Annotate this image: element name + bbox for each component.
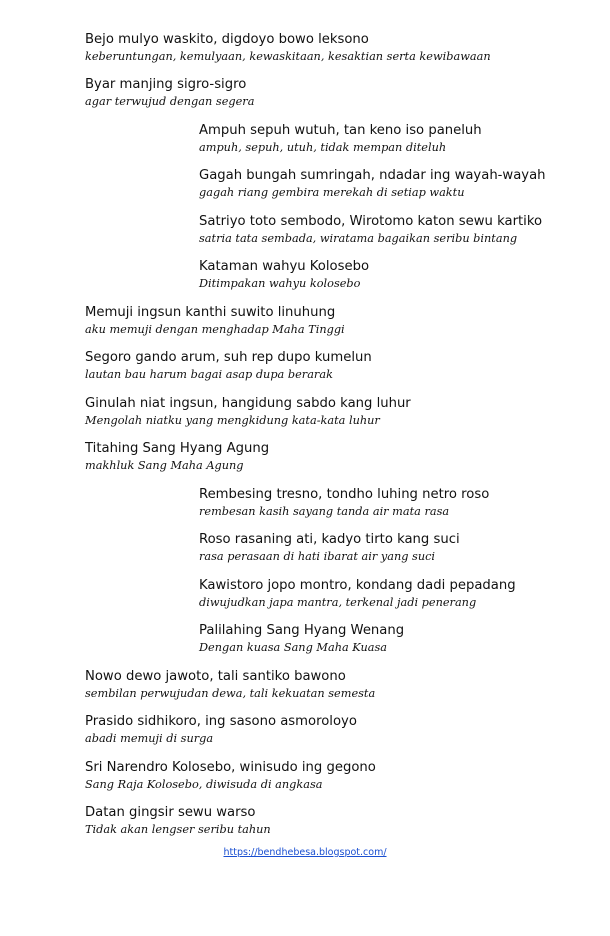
javanese-line: Satriyo toto sembodo, Wirotomo katon sewu kartiko	[199, 214, 543, 229]
stanza	[85, 31, 491, 64]
translation-line: sembilan perwujudan dewa, tali kekuatan semesta	[85, 687, 376, 700]
javanese-line: Datan gingsir sewu warso	[85, 805, 256, 820]
javanese-line: Sri Narendro Kolosebo, winisudo ing gegono	[85, 760, 376, 775]
javanese-line: Bejo mulyo waskito, digdoyo bowo leksono	[85, 32, 369, 47]
stanza	[199, 122, 482, 155]
translation-line: satria tata sembada, wiratama bagaikan seribu bintang	[199, 232, 518, 245]
stanza	[199, 622, 404, 655]
stanza	[199, 213, 542, 246]
stanza	[199, 577, 516, 610]
stanza	[199, 258, 369, 291]
translation-line: rembesan kasih sayang tanda air mata rasa	[199, 505, 450, 518]
stanza	[85, 395, 411, 428]
stanza	[199, 486, 489, 519]
translation-line: Sang Raja Kolosebo, diwisuda di angkasa	[85, 778, 323, 791]
javanese-line: Kawistoro jopo montro, kondang dadi pepadang	[199, 578, 516, 593]
translation-line: diwujudkan japa mantra, terkenal jadi penerang	[199, 596, 477, 609]
footer-link[interactable]: https://bendhebesa.blogspot.com/	[223, 847, 387, 858]
translation-line: Mengolah niatku yang mengkidung kata-kata luhur	[85, 414, 380, 427]
stanza	[85, 759, 376, 792]
translation-line: makhluk Sang Maha Agung	[85, 459, 244, 472]
translation-line: lautan bau harum bagai asap dupa berarak	[85, 368, 333, 381]
translation-line: rasa perasaan di hati ibarat air yang suci	[199, 550, 436, 563]
stanza	[85, 668, 375, 701]
javanese-line: Rembesing tresno, tondho luhing netro roso	[199, 487, 490, 502]
stanza	[85, 804, 271, 837]
stanza	[199, 167, 546, 200]
translation-line: Ditimpakan wahyu kolosebo	[199, 277, 361, 290]
javanese-line: Nowo dewo jawoto, tali santiko bawono	[85, 669, 346, 684]
javanese-line: Titahing Sang Hyang Agung	[85, 441, 270, 456]
translation-line: abadi memuji di surga	[85, 732, 214, 745]
translation-line: aku memuji dengan menghadap Maha Tinggi	[85, 323, 345, 336]
javanese-line: Byar manjing sigro-sigro	[85, 77, 247, 92]
translation-line: Tidak akan lengser seribu tahun	[85, 823, 271, 836]
stanza	[85, 713, 357, 746]
javanese-line: Memuji ingsun kanthi suwito linuhung	[85, 305, 336, 320]
javanese-line: Kataman wahyu Kolosebo	[199, 259, 370, 274]
stanza	[85, 304, 345, 337]
translation-line: agar terwujud dengan segera	[85, 95, 255, 108]
javanese-line: Gagah bungah sumringah, ndadar ing wayah-wayah	[199, 168, 546, 183]
javanese-line: Roso rasaning ati, kadyo tirto kang suci	[199, 532, 460, 547]
stanza	[85, 440, 269, 473]
stanza	[85, 349, 372, 382]
translation-line: Dengan kuasa Sang Maha Kuasa	[199, 641, 388, 654]
stanza	[85, 76, 254, 109]
javanese-line: Palilahing Sang Hyang Wenang	[199, 623, 405, 638]
javanese-line: Ginulah niat ingsun, hangidung sabdo kang luhur	[85, 396, 411, 411]
stanza	[199, 531, 460, 564]
translation-line: gagah riang gembira merekah di setiap waktu	[199, 186, 465, 199]
javanese-line: Ampuh sepuh wutuh, tan keno iso paneluh	[199, 123, 482, 138]
javanese-line: Prasido sidhikoro, ing sasono asmoroloyo	[85, 714, 357, 729]
translation-line: keberuntungan, kemulyaan, kewaskitaan, kesaktian serta kewibawaan	[85, 50, 491, 63]
javanese-line: Segoro gando arum, suh rep dupo kumelun	[85, 350, 372, 365]
translation-line: ampuh, sepuh, utuh, tidak mempan diteluh	[199, 141, 447, 154]
